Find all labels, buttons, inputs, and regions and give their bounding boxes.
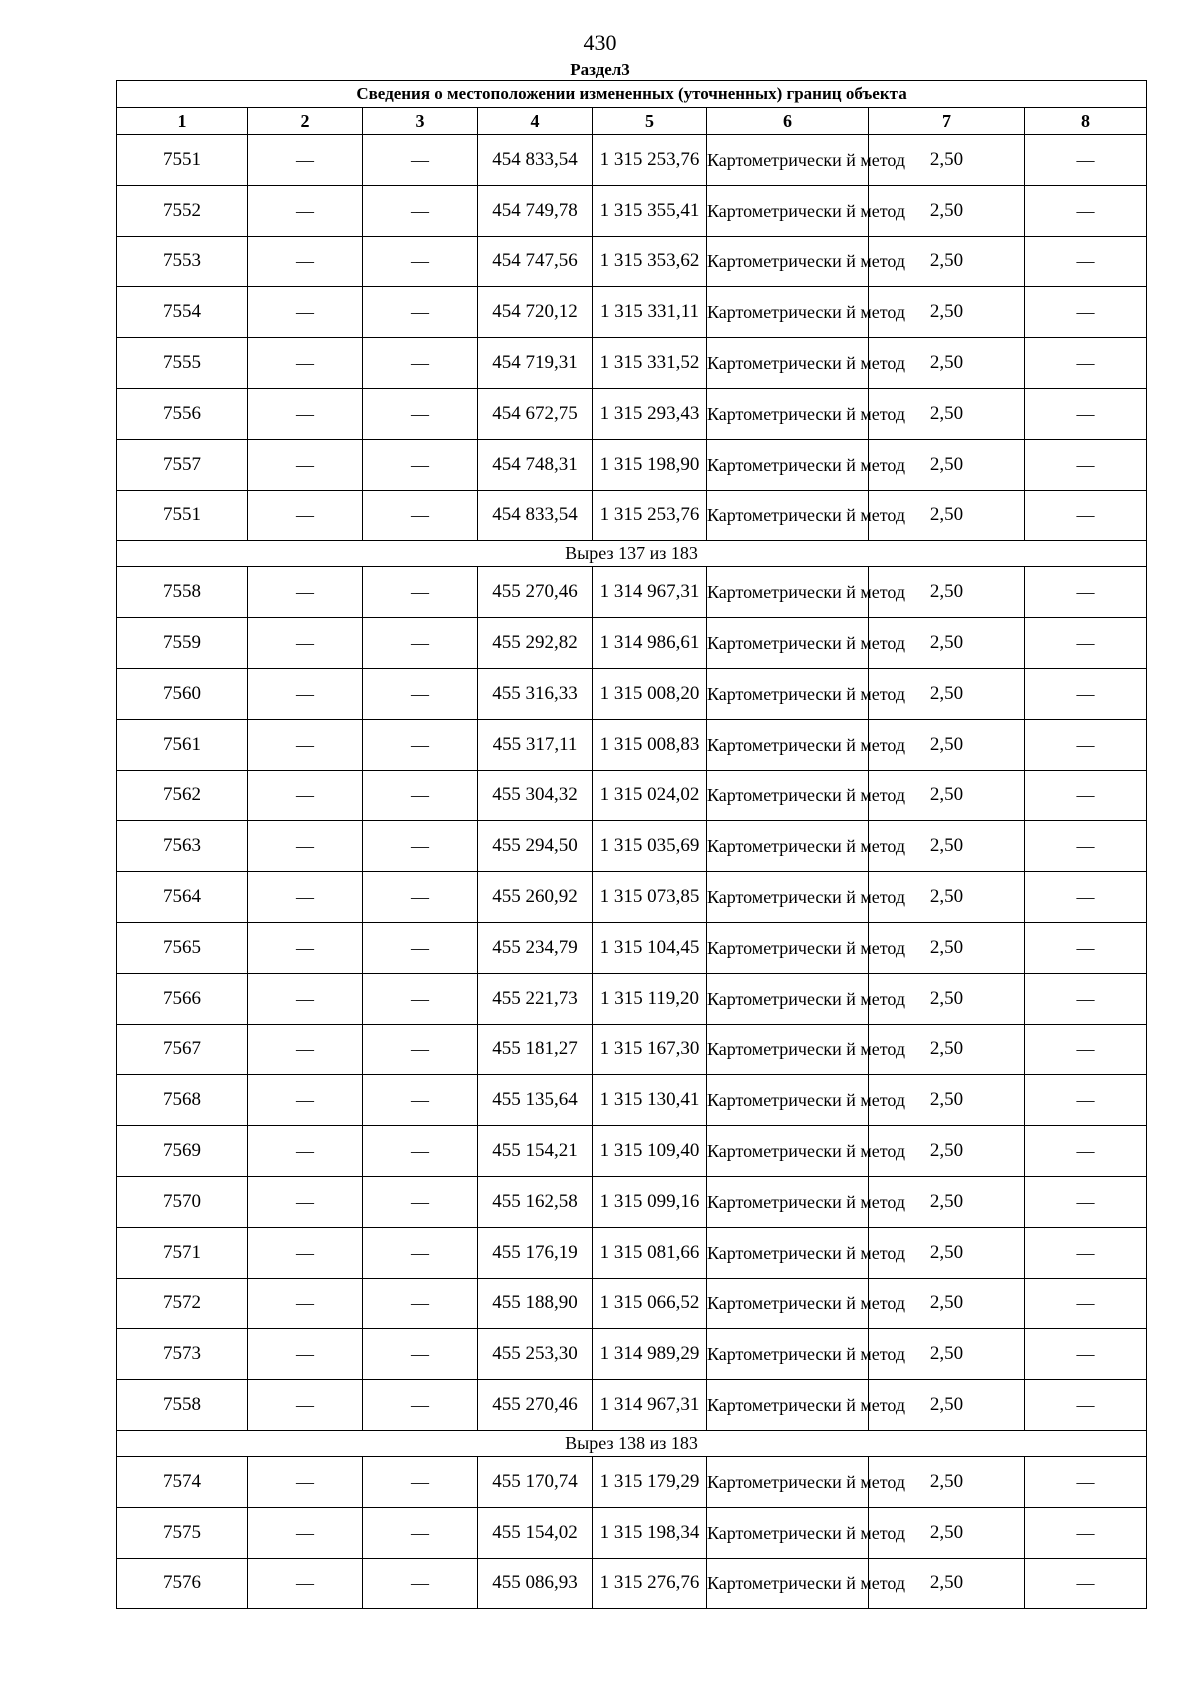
cell-col-3: — bbox=[363, 770, 478, 821]
cell-y-coordinate: 1 315 109,40 bbox=[593, 1126, 707, 1177]
cell-col-2: — bbox=[248, 439, 363, 490]
cell-accuracy: 2,50 bbox=[869, 567, 1025, 618]
cell-col-2: — bbox=[248, 236, 363, 287]
cell-col-3: — bbox=[363, 1126, 478, 1177]
cell-x-coordinate: 454 749,78 bbox=[478, 185, 593, 236]
table-row bbox=[117, 1329, 1147, 1380]
cell-x-coordinate: 454 747,56 bbox=[478, 236, 593, 287]
cell-point-number: 7559 bbox=[117, 618, 248, 669]
table-row bbox=[117, 872, 1147, 923]
cell-point-number: 7567 bbox=[117, 1024, 248, 1075]
cell-col-2: — bbox=[248, 1558, 363, 1609]
cell-y-coordinate: 1 315 353,62 bbox=[593, 236, 707, 287]
cell-point-number: 7558 bbox=[117, 1380, 248, 1431]
cell-col-8: — bbox=[1025, 922, 1147, 973]
cell-accuracy: 2,50 bbox=[869, 922, 1025, 973]
cell-col-3: — bbox=[363, 1176, 478, 1227]
cell-y-coordinate: 1 315 331,11 bbox=[593, 287, 707, 338]
cell-point-number: 7562 bbox=[117, 770, 248, 821]
cell-point-number: 7566 bbox=[117, 973, 248, 1024]
cell-method: Картометрически й метод bbox=[707, 668, 869, 719]
cell-y-coordinate: 1 315 355,41 bbox=[593, 185, 707, 236]
column-header: 5 bbox=[593, 108, 707, 135]
cell-method: Картометрически й метод bbox=[707, 1380, 869, 1431]
cell-col-3: — bbox=[363, 668, 478, 719]
cell-col-2: — bbox=[248, 135, 363, 186]
cell-col-8: — bbox=[1025, 338, 1147, 389]
cell-method: Картометрически й метод bbox=[707, 973, 869, 1024]
table-row bbox=[117, 338, 1147, 389]
cell-method: Картометрически й метод bbox=[707, 567, 869, 618]
table-row bbox=[117, 185, 1147, 236]
cell-col-8: — bbox=[1025, 1126, 1147, 1177]
cell-col-2: — bbox=[248, 1227, 363, 1278]
table-row bbox=[117, 1380, 1147, 1431]
table-row bbox=[117, 1507, 1147, 1558]
column-header: 6 bbox=[707, 108, 869, 135]
cell-col-8: — bbox=[1025, 1075, 1147, 1126]
cell-point-number: 7574 bbox=[117, 1456, 248, 1507]
cell-x-coordinate: 455 270,46 bbox=[478, 567, 593, 618]
column-header: 4 bbox=[478, 108, 593, 135]
column-header-row bbox=[117, 108, 1147, 135]
cell-point-number: 7552 bbox=[117, 185, 248, 236]
cell-col-3: — bbox=[363, 338, 478, 389]
cell-y-coordinate: 1 315 198,90 bbox=[593, 439, 707, 490]
cell-method: Картометрически й метод bbox=[707, 1024, 869, 1075]
table-row bbox=[117, 821, 1147, 872]
cell-accuracy: 2,50 bbox=[869, 1380, 1025, 1431]
cell-method: Картометрически й метод bbox=[707, 135, 869, 186]
cell-x-coordinate: 454 719,31 bbox=[478, 338, 593, 389]
cell-accuracy: 2,50 bbox=[869, 1024, 1025, 1075]
cell-col-8: — bbox=[1025, 135, 1147, 186]
section-title: Раздел3 bbox=[570, 60, 630, 79]
cell-method: Картометрически й метод bbox=[707, 1227, 869, 1278]
table-row bbox=[117, 618, 1147, 669]
cell-x-coordinate: 455 221,73 bbox=[478, 973, 593, 1024]
cell-accuracy: 2,50 bbox=[869, 618, 1025, 669]
cell-col-3: — bbox=[363, 388, 478, 439]
cell-point-number: 7573 bbox=[117, 1329, 248, 1380]
cell-y-coordinate: 1 315 024,02 bbox=[593, 770, 707, 821]
cell-x-coordinate: 454 833,54 bbox=[478, 490, 593, 541]
cell-col-3: — bbox=[363, 567, 478, 618]
cell-col-8: — bbox=[1025, 1558, 1147, 1609]
cell-accuracy: 2,50 bbox=[869, 1558, 1025, 1609]
cell-x-coordinate: 455 135,64 bbox=[478, 1075, 593, 1126]
cell-x-coordinate: 454 672,75 bbox=[478, 388, 593, 439]
cell-x-coordinate: 455 304,32 bbox=[478, 770, 593, 821]
cell-col-3: — bbox=[363, 287, 478, 338]
cell-col-3: — bbox=[363, 1278, 478, 1329]
table-row bbox=[117, 439, 1147, 490]
cell-accuracy: 2,50 bbox=[869, 1507, 1025, 1558]
table-row bbox=[117, 1456, 1147, 1507]
cell-x-coordinate: 455 181,27 bbox=[478, 1024, 593, 1075]
cell-x-coordinate: 455 294,50 bbox=[478, 821, 593, 872]
cell-col-3: — bbox=[363, 236, 478, 287]
cell-accuracy: 2,50 bbox=[869, 770, 1025, 821]
table-row bbox=[117, 567, 1147, 618]
table-row bbox=[117, 668, 1147, 719]
column-header: 8 bbox=[1025, 108, 1147, 135]
cell-accuracy: 2,50 bbox=[869, 236, 1025, 287]
table-row bbox=[117, 770, 1147, 821]
cell-point-number: 7563 bbox=[117, 821, 248, 872]
group-row bbox=[117, 1430, 1147, 1456]
cell-col-2: — bbox=[248, 1024, 363, 1075]
cell-col-2: — bbox=[248, 388, 363, 439]
cell-method: Картометрически й метод bbox=[707, 388, 869, 439]
cell-col-2: — bbox=[248, 490, 363, 541]
cell-col-2: — bbox=[248, 922, 363, 973]
cell-col-3: — bbox=[363, 922, 478, 973]
table-row bbox=[117, 135, 1147, 186]
cell-x-coordinate: 455 162,58 bbox=[478, 1176, 593, 1227]
cell-accuracy: 2,50 bbox=[869, 439, 1025, 490]
cell-point-number: 7553 bbox=[117, 236, 248, 287]
cell-col-3: — bbox=[363, 490, 478, 541]
cell-col-3: — bbox=[363, 135, 478, 186]
cell-col-3: — bbox=[363, 1075, 478, 1126]
cell-point-number: 7557 bbox=[117, 439, 248, 490]
column-header: 7 bbox=[869, 108, 1025, 135]
coordinates-table bbox=[116, 80, 1147, 1609]
cell-col-8: — bbox=[1025, 1456, 1147, 1507]
cell-col-8: — bbox=[1025, 1227, 1147, 1278]
table-caption: Сведения о местоположении измененных (уточненных) границ объекта bbox=[117, 81, 1147, 108]
cell-method: Картометрически й метод bbox=[707, 719, 869, 770]
cell-point-number: 7572 bbox=[117, 1278, 248, 1329]
cell-x-coordinate: 455 270,46 bbox=[478, 1380, 593, 1431]
cell-col-8: — bbox=[1025, 973, 1147, 1024]
cell-col-2: — bbox=[248, 668, 363, 719]
cell-x-coordinate: 454 720,12 bbox=[478, 287, 593, 338]
cell-accuracy: 2,50 bbox=[869, 338, 1025, 389]
cell-method: Картометрически й метод bbox=[707, 770, 869, 821]
cell-method: Картометрически й метод bbox=[707, 338, 869, 389]
cell-col-2: — bbox=[248, 821, 363, 872]
cell-y-coordinate: 1 314 967,31 bbox=[593, 1380, 707, 1431]
cell-x-coordinate: 454 748,31 bbox=[478, 439, 593, 490]
cell-method: Картометрически й метод bbox=[707, 1507, 869, 1558]
cell-col-8: — bbox=[1025, 1176, 1147, 1227]
cell-point-number: 7561 bbox=[117, 719, 248, 770]
cell-y-coordinate: 1 314 986,61 bbox=[593, 618, 707, 669]
column-header: 2 bbox=[248, 108, 363, 135]
cell-col-3: — bbox=[363, 618, 478, 669]
cell-y-coordinate: 1 315 253,76 bbox=[593, 135, 707, 186]
cell-accuracy: 2,50 bbox=[869, 1278, 1025, 1329]
page-number: 430 bbox=[583, 30, 617, 55]
cell-col-3: — bbox=[363, 1024, 478, 1075]
cell-point-number: 7564 bbox=[117, 872, 248, 923]
cell-method: Картометрически й метод bbox=[707, 236, 869, 287]
cell-col-2: — bbox=[248, 185, 363, 236]
cell-point-number: 7570 bbox=[117, 1176, 248, 1227]
table-row bbox=[117, 388, 1147, 439]
cell-col-2: — bbox=[248, 618, 363, 669]
cell-col-3: — bbox=[363, 439, 478, 490]
cell-x-coordinate: 455 292,82 bbox=[478, 618, 593, 669]
cell-accuracy: 2,50 bbox=[869, 388, 1025, 439]
cell-col-3: — bbox=[363, 1329, 478, 1380]
column-header: 3 bbox=[363, 108, 478, 135]
cell-col-3: — bbox=[363, 1507, 478, 1558]
cell-col-3: — bbox=[363, 1380, 478, 1431]
cell-col-8: — bbox=[1025, 719, 1147, 770]
cell-accuracy: 2,50 bbox=[869, 185, 1025, 236]
cell-col-8: — bbox=[1025, 236, 1147, 287]
cell-col-2: — bbox=[248, 338, 363, 389]
cell-point-number: 7555 bbox=[117, 338, 248, 389]
cell-col-8: — bbox=[1025, 439, 1147, 490]
cell-col-8: — bbox=[1025, 185, 1147, 236]
cell-method: Картометрически й метод bbox=[707, 1278, 869, 1329]
cell-col-3: — bbox=[363, 973, 478, 1024]
cell-col-8: — bbox=[1025, 770, 1147, 821]
cell-accuracy: 2,50 bbox=[869, 719, 1025, 770]
table-row bbox=[117, 922, 1147, 973]
cell-y-coordinate: 1 315 276,76 bbox=[593, 1558, 707, 1609]
cell-accuracy: 2,50 bbox=[869, 1075, 1025, 1126]
cell-col-2: — bbox=[248, 1176, 363, 1227]
table-row bbox=[117, 1227, 1147, 1278]
cell-x-coordinate: 455 317,11 bbox=[478, 719, 593, 770]
table-row bbox=[117, 1126, 1147, 1177]
cell-col-8: — bbox=[1025, 1024, 1147, 1075]
cell-y-coordinate: 1 315 167,30 bbox=[593, 1024, 707, 1075]
cell-accuracy: 2,50 bbox=[869, 973, 1025, 1024]
cell-method: Картометрически й метод bbox=[707, 1075, 869, 1126]
cell-col-2: — bbox=[248, 719, 363, 770]
cell-point-number: 7565 bbox=[117, 922, 248, 973]
group-row bbox=[117, 541, 1147, 567]
cell-point-number: 7551 bbox=[117, 490, 248, 541]
cell-y-coordinate: 1 315 035,69 bbox=[593, 821, 707, 872]
cell-x-coordinate: 455 176,19 bbox=[478, 1227, 593, 1278]
cell-y-coordinate: 1 315 073,85 bbox=[593, 872, 707, 923]
cell-col-2: — bbox=[248, 973, 363, 1024]
table-row bbox=[117, 1075, 1147, 1126]
cell-col-2: — bbox=[248, 287, 363, 338]
cell-method: Картометрически й метод bbox=[707, 439, 869, 490]
cell-col-8: — bbox=[1025, 567, 1147, 618]
cell-method: Картометрически й метод bbox=[707, 1176, 869, 1227]
table-caption-row bbox=[117, 81, 1147, 108]
cell-point-number: 7576 bbox=[117, 1558, 248, 1609]
table-row bbox=[117, 1176, 1147, 1227]
cell-point-number: 7571 bbox=[117, 1227, 248, 1278]
cell-y-coordinate: 1 315 253,76 bbox=[593, 490, 707, 541]
cell-x-coordinate: 455 253,30 bbox=[478, 1329, 593, 1380]
cell-y-coordinate: 1 315 104,45 bbox=[593, 922, 707, 973]
cell-accuracy: 2,50 bbox=[869, 668, 1025, 719]
cell-col-2: — bbox=[248, 770, 363, 821]
cell-col-8: — bbox=[1025, 388, 1147, 439]
cell-col-3: — bbox=[363, 821, 478, 872]
cell-x-coordinate: 455 188,90 bbox=[478, 1278, 593, 1329]
cell-col-3: — bbox=[363, 185, 478, 236]
cell-method: Картометрически й метод bbox=[707, 922, 869, 973]
cell-col-2: — bbox=[248, 872, 363, 923]
table-body bbox=[117, 135, 1147, 1609]
table-row bbox=[117, 1558, 1147, 1609]
cell-y-coordinate: 1 315 119,20 bbox=[593, 973, 707, 1024]
cell-col-8: — bbox=[1025, 1329, 1147, 1380]
cell-method: Картометрически й метод bbox=[707, 1329, 869, 1380]
cell-x-coordinate: 455 170,74 bbox=[478, 1456, 593, 1507]
cell-accuracy: 2,50 bbox=[869, 872, 1025, 923]
cell-col-8: — bbox=[1025, 287, 1147, 338]
cell-x-coordinate: 455 316,33 bbox=[478, 668, 593, 719]
cell-x-coordinate: 455 260,92 bbox=[478, 872, 593, 923]
cell-point-number: 7560 bbox=[117, 668, 248, 719]
cell-col-2: — bbox=[248, 1329, 363, 1380]
cell-method: Картометрически й метод bbox=[707, 1456, 869, 1507]
cell-accuracy: 2,50 bbox=[869, 135, 1025, 186]
table-row bbox=[117, 973, 1147, 1024]
cell-accuracy: 2,50 bbox=[869, 1456, 1025, 1507]
cell-y-coordinate: 1 315 331,52 bbox=[593, 338, 707, 389]
table-row bbox=[117, 1278, 1147, 1329]
cell-accuracy: 2,50 bbox=[869, 490, 1025, 541]
cell-col-2: — bbox=[248, 1075, 363, 1126]
cell-y-coordinate: 1 314 967,31 bbox=[593, 567, 707, 618]
cell-col-3: — bbox=[363, 1227, 478, 1278]
cell-col-3: — bbox=[363, 872, 478, 923]
table-row bbox=[117, 1024, 1147, 1075]
group-label: Вырез 138 из 183 bbox=[117, 1430, 1147, 1456]
cell-method: Картометрически й метод bbox=[707, 872, 869, 923]
cell-point-number: 7568 bbox=[117, 1075, 248, 1126]
cell-col-3: — bbox=[363, 719, 478, 770]
cell-y-coordinate: 1 315 293,43 bbox=[593, 388, 707, 439]
cell-col-3: — bbox=[363, 1558, 478, 1609]
cell-col-8: — bbox=[1025, 618, 1147, 669]
cell-y-coordinate: 1 315 066,52 bbox=[593, 1278, 707, 1329]
cell-accuracy: 2,50 bbox=[869, 1126, 1025, 1177]
cell-col-8: — bbox=[1025, 668, 1147, 719]
cell-point-number: 7556 bbox=[117, 388, 248, 439]
cell-col-2: — bbox=[248, 1126, 363, 1177]
cell-x-coordinate: 455 154,21 bbox=[478, 1126, 593, 1177]
cell-col-8: — bbox=[1025, 821, 1147, 872]
cell-col-3: — bbox=[363, 1456, 478, 1507]
cell-y-coordinate: 1 314 989,29 bbox=[593, 1329, 707, 1380]
cell-y-coordinate: 1 315 008,20 bbox=[593, 668, 707, 719]
cell-method: Картометрически й метод bbox=[707, 185, 869, 236]
cell-point-number: 7575 bbox=[117, 1507, 248, 1558]
cell-point-number: 7554 bbox=[117, 287, 248, 338]
cell-method: Картометрически й метод bbox=[707, 821, 869, 872]
cell-x-coordinate: 454 833,54 bbox=[478, 135, 593, 186]
cell-col-2: — bbox=[248, 1507, 363, 1558]
cell-point-number: 7569 bbox=[117, 1126, 248, 1177]
cell-y-coordinate: 1 315 081,66 bbox=[593, 1227, 707, 1278]
cell-point-number: 7558 bbox=[117, 567, 248, 618]
cell-col-8: — bbox=[1025, 490, 1147, 541]
cell-col-8: — bbox=[1025, 1507, 1147, 1558]
column-header: 1 bbox=[117, 108, 248, 135]
cell-y-coordinate: 1 315 179,29 bbox=[593, 1456, 707, 1507]
cell-col-8: — bbox=[1025, 872, 1147, 923]
cell-y-coordinate: 1 315 198,34 bbox=[593, 1507, 707, 1558]
table-row bbox=[117, 490, 1147, 541]
cell-accuracy: 2,50 bbox=[869, 1227, 1025, 1278]
cell-x-coordinate: 455 086,93 bbox=[478, 1558, 593, 1609]
cell-x-coordinate: 455 154,02 bbox=[478, 1507, 593, 1558]
cell-x-coordinate: 455 234,79 bbox=[478, 922, 593, 973]
cell-method: Картометрически й метод bbox=[707, 490, 869, 541]
cell-y-coordinate: 1 315 008,83 bbox=[593, 719, 707, 770]
cell-col-8: — bbox=[1025, 1380, 1147, 1431]
table-row bbox=[117, 287, 1147, 338]
cell-col-8: — bbox=[1025, 1278, 1147, 1329]
cell-accuracy: 2,50 bbox=[869, 287, 1025, 338]
cell-accuracy: 2,50 bbox=[869, 1329, 1025, 1380]
cell-col-2: — bbox=[248, 1380, 363, 1431]
table-row bbox=[117, 236, 1147, 287]
cell-col-2: — bbox=[248, 1278, 363, 1329]
cell-method: Картометрически й метод bbox=[707, 1558, 869, 1609]
cell-method: Картометрически й метод bbox=[707, 618, 869, 669]
cell-y-coordinate: 1 315 130,41 bbox=[593, 1075, 707, 1126]
cell-point-number: 7551 bbox=[117, 135, 248, 186]
cell-col-2: — bbox=[248, 1456, 363, 1507]
group-label: Вырез 137 из 183 bbox=[117, 541, 1147, 567]
cell-method: Картометрически й метод bbox=[707, 1126, 869, 1177]
cell-method: Картометрически й метод bbox=[707, 287, 869, 338]
cell-accuracy: 2,50 bbox=[869, 821, 1025, 872]
cell-col-2: — bbox=[248, 567, 363, 618]
cell-y-coordinate: 1 315 099,16 bbox=[593, 1176, 707, 1227]
table-row bbox=[117, 719, 1147, 770]
cell-accuracy: 2,50 bbox=[869, 1176, 1025, 1227]
